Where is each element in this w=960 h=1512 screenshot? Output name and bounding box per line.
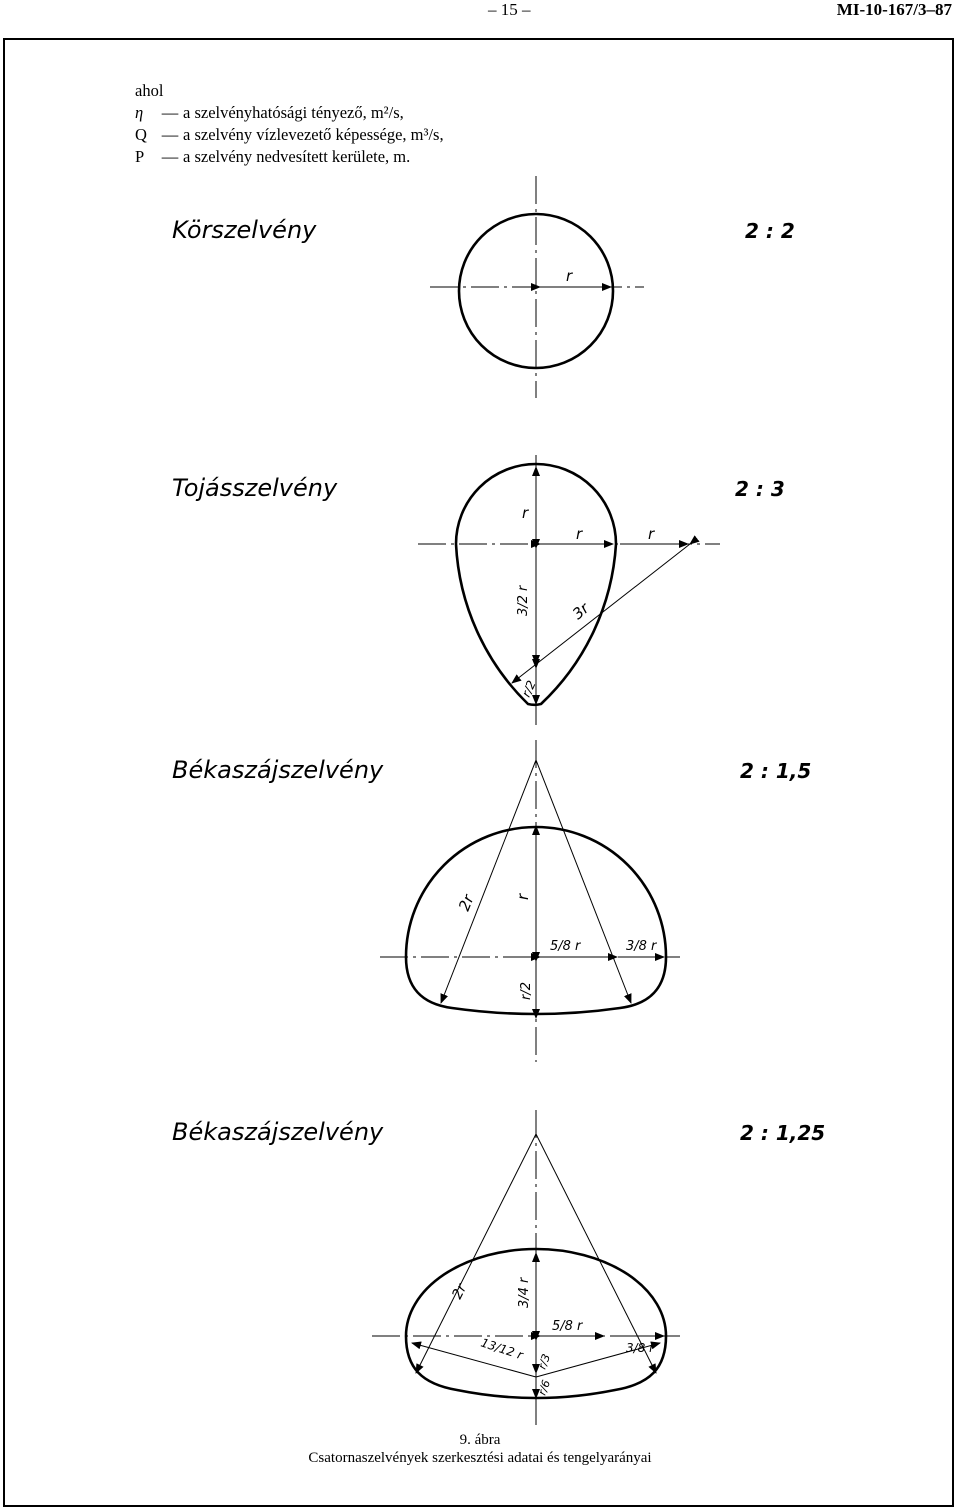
frog-mouth-profile-2 [172, 1110, 825, 1430]
legend-intro: ahol [135, 81, 164, 100]
dim-label: r [522, 504, 529, 522]
section-title: Békaszájszelvény [172, 756, 384, 784]
dim-label: 5/8 r [552, 1319, 583, 1334]
document-code: MI-10-167/3–87 [836, 0, 952, 19]
large-radius-left [416, 1134, 536, 1373]
dim-label: 3/4 r [517, 1277, 532, 1308]
dim-label: 3/8 r [626, 1341, 655, 1355]
figure-caption: Csatornaszelvények szerkesztési adatai és tengelyarányai [308, 1450, 652, 1466]
legend-symbol: η [135, 103, 144, 122]
dim-label: r [566, 267, 573, 285]
legend-text: a szelvény vízlevezető képessége, m³/s, [183, 125, 444, 144]
dim-label: r/2 [519, 678, 539, 700]
section-title: Tojásszelvény [172, 474, 338, 502]
dim-label: r [576, 525, 583, 543]
section-ratio: 2 : 3 [735, 477, 785, 501]
section-title: Békaszájszelvény [172, 1118, 384, 1146]
dim-label: r [514, 893, 532, 900]
dim-label: 5/8 r [550, 939, 581, 954]
dim-label: 2r [455, 892, 478, 914]
page-number: – 15 – [488, 0, 531, 19]
section-ratio: 2 : 1,25 [740, 1121, 826, 1145]
section-ratio: 2 : 1,5 [740, 759, 812, 783]
large-radius-left [441, 760, 536, 1003]
large-radius-dimension [512, 544, 690, 683]
legend-text: a szelvény nedvesített kerülete, m. [183, 147, 411, 166]
dim-label: r/3 [535, 1352, 554, 1372]
dim-label: r/2 [519, 982, 534, 1000]
frog-mouth-profile-1 [172, 740, 811, 1062]
dim-label: 3/8 r [626, 939, 657, 954]
large-radius-right [536, 1134, 656, 1373]
legend-row-q: Q — a szelvény vízlevezető képessége, m³/s, [135, 125, 444, 144]
large-radius-right [536, 760, 631, 1003]
dim-label: 13/12 r [479, 1335, 525, 1363]
legend-text: a szelvényhatósági tényező, m²/s, [183, 103, 404, 122]
egg-profile [172, 455, 785, 725]
section-ratio: 2 : 2 [745, 219, 795, 243]
section-title: Körszelvény [172, 216, 317, 244]
dim-label: 2r [449, 1281, 471, 1302]
legend-row-p: P — a szelvény nedvesített kerülete, m. [135, 147, 411, 166]
dim-label: 3r [569, 599, 593, 624]
legend-symbol: Q [135, 125, 147, 144]
dim-label: r [648, 525, 655, 543]
legend-row-eta: η — a szelvényhatósági tényező, m²/s, [135, 103, 404, 122]
dim-label: 3/2 r [516, 585, 531, 616]
figure-number: 9. ábra [459, 1432, 501, 1448]
dim-label: r/6 [535, 1378, 554, 1398]
legend-symbol: P [135, 147, 145, 166]
circular-profile [172, 176, 795, 398]
